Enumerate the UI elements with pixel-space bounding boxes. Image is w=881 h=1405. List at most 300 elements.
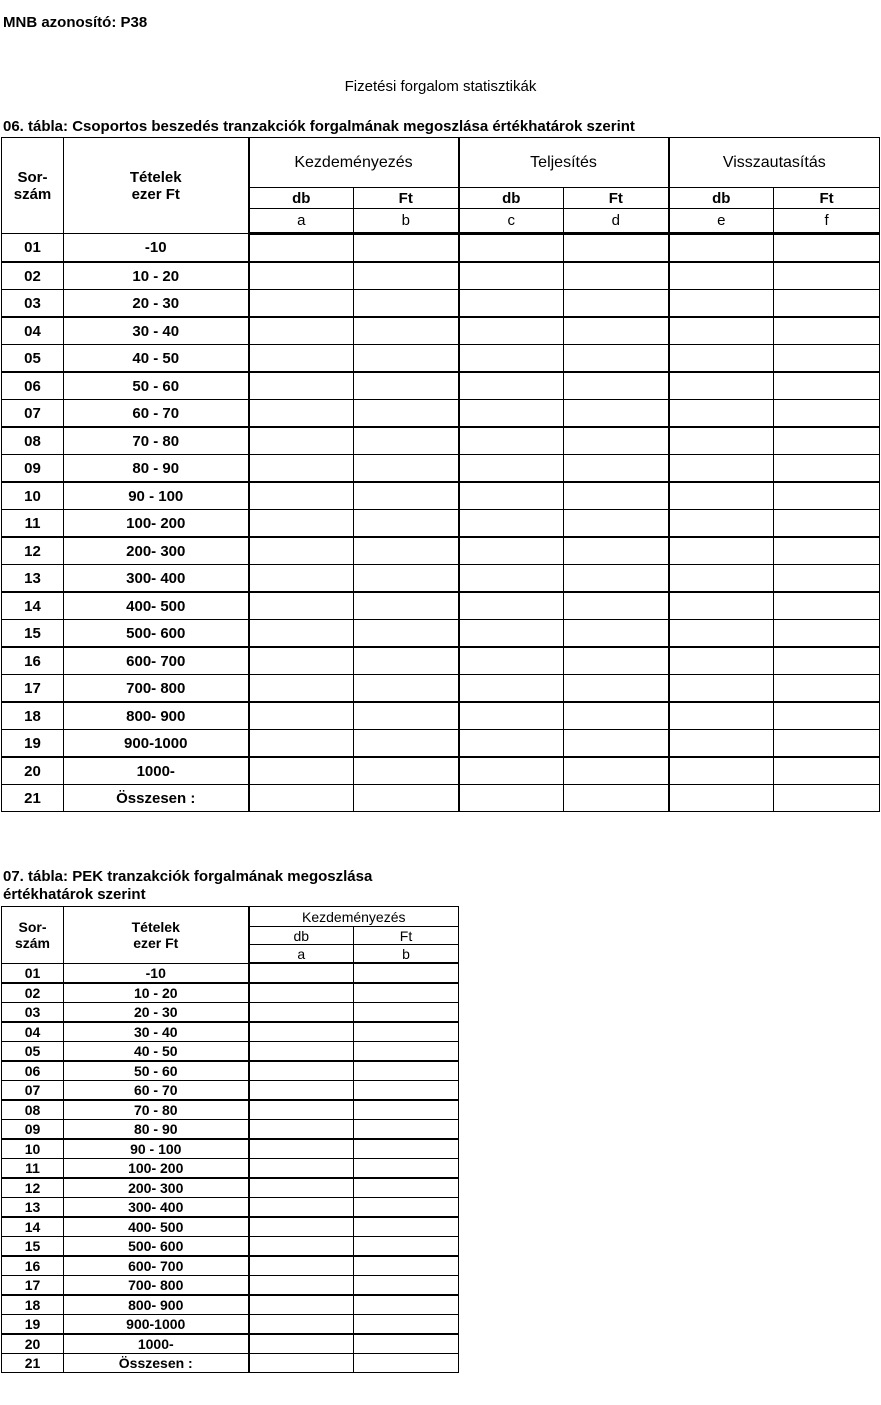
input-cell[interactable] xyxy=(564,427,669,455)
table-row xyxy=(2,1237,459,1257)
input-cell[interactable] xyxy=(459,400,564,428)
input-cell[interactable] xyxy=(354,1081,459,1101)
input-cell[interactable] xyxy=(249,1334,354,1354)
input-cell[interactable] xyxy=(354,510,459,538)
value-range: 800- 900 xyxy=(64,702,249,730)
input-cell[interactable] xyxy=(354,1334,459,1354)
value-range: 1000- xyxy=(64,757,249,785)
input-cell[interactable] xyxy=(459,565,564,593)
input-cell[interactable] xyxy=(354,1159,459,1179)
input-cell[interactable] xyxy=(249,510,354,538)
unit-header: db xyxy=(249,188,354,209)
table-row xyxy=(2,400,880,428)
table7 xyxy=(1,906,459,1373)
input-cell[interactable] xyxy=(459,234,564,263)
input-cell[interactable] xyxy=(564,345,669,373)
mnb-identifier: MNB azonosító: P38 xyxy=(3,14,148,31)
row-number: 15 xyxy=(2,1237,64,1257)
input-cell[interactable] xyxy=(669,647,774,675)
input-cell[interactable] xyxy=(354,592,459,620)
table-row xyxy=(2,565,880,593)
input-cell[interactable] xyxy=(249,234,354,263)
group-header: Teljesítés xyxy=(459,138,669,188)
column-letter: d xyxy=(564,209,669,234)
input-cell[interactable] xyxy=(669,455,774,483)
input-cell[interactable] xyxy=(249,1139,354,1159)
row-number: 05 xyxy=(2,345,64,373)
row-number: 20 xyxy=(2,757,64,785)
input-cell[interactable] xyxy=(354,234,459,263)
row-number: 17 xyxy=(2,675,64,703)
input-cell[interactable] xyxy=(354,400,459,428)
row-number: 06 xyxy=(2,372,64,400)
input-cell[interactable] xyxy=(249,1276,354,1296)
input-cell[interactable] xyxy=(354,1139,459,1159)
input-cell[interactable] xyxy=(354,1061,459,1081)
input-cell[interactable] xyxy=(249,262,354,290)
input-cell[interactable] xyxy=(249,1081,354,1101)
unit-header: Ft xyxy=(564,188,669,209)
input-cell[interactable] xyxy=(354,785,459,812)
input-cell[interactable] xyxy=(669,482,774,510)
input-cell[interactable] xyxy=(354,427,459,455)
col-header-sorszam: Sor- szám xyxy=(2,907,64,964)
input-cell[interactable] xyxy=(354,565,459,593)
input-cell[interactable] xyxy=(669,702,774,730)
value-range: -10 xyxy=(64,234,249,263)
table-row xyxy=(2,1256,459,1276)
row-number: 12 xyxy=(2,537,64,565)
input-cell[interactable] xyxy=(669,372,774,400)
input-cell[interactable] xyxy=(459,372,564,400)
row-number: 13 xyxy=(2,565,64,593)
row-number: 10 xyxy=(2,1139,64,1159)
value-range: 300- 400 xyxy=(64,1198,249,1218)
input-cell[interactable] xyxy=(774,510,880,538)
input-cell[interactable] xyxy=(249,1354,354,1373)
column-letter: f xyxy=(774,209,880,234)
input-cell[interactable] xyxy=(459,510,564,538)
input-cell[interactable] xyxy=(249,1120,354,1140)
header-row xyxy=(2,138,880,188)
input-cell[interactable] xyxy=(774,702,880,730)
row-number: 04 xyxy=(2,317,64,345)
row-number: 13 xyxy=(2,1198,64,1218)
table-row xyxy=(2,510,880,538)
input-cell[interactable] xyxy=(774,675,880,703)
input-cell[interactable] xyxy=(564,482,669,510)
value-range: 900-1000 xyxy=(64,1315,249,1335)
table-row xyxy=(2,537,880,565)
input-cell[interactable] xyxy=(249,730,354,758)
input-cell[interactable] xyxy=(459,427,564,455)
table-row xyxy=(2,1003,459,1023)
input-cell[interactable] xyxy=(249,1237,354,1257)
input-cell[interactable] xyxy=(459,702,564,730)
input-cell[interactable] xyxy=(249,427,354,455)
input-cell[interactable] xyxy=(249,785,354,812)
input-cell[interactable] xyxy=(354,702,459,730)
col-header-sorszam: Sor- szám xyxy=(2,138,64,234)
input-cell[interactable] xyxy=(669,290,774,318)
table-row xyxy=(2,290,880,318)
row-number: 16 xyxy=(2,647,64,675)
input-cell[interactable] xyxy=(249,1003,354,1023)
input-cell[interactable] xyxy=(249,317,354,345)
table-row xyxy=(2,1198,459,1218)
input-cell[interactable] xyxy=(249,1022,354,1042)
input-cell[interactable] xyxy=(669,757,774,785)
value-range: 200- 300 xyxy=(64,1178,249,1198)
input-cell[interactable] xyxy=(249,565,354,593)
input-cell[interactable] xyxy=(354,983,459,1003)
input-cell[interactable] xyxy=(774,372,880,400)
input-cell[interactable] xyxy=(354,1022,459,1042)
table-row xyxy=(2,1159,459,1179)
row-number: 07 xyxy=(2,400,64,428)
input-cell[interactable] xyxy=(249,1100,354,1120)
input-cell[interactable] xyxy=(564,647,669,675)
input-cell[interactable] xyxy=(774,592,880,620)
input-cell[interactable] xyxy=(564,785,669,812)
input-cell[interactable] xyxy=(459,482,564,510)
value-range: 400- 500 xyxy=(64,1217,249,1237)
table6-caption: 06. tábla: Csoportos beszedés tranzakciók forgalmának megoszlása értékhatárok szerint xyxy=(3,118,635,135)
unit-header: Ft xyxy=(354,188,459,209)
input-cell[interactable] xyxy=(459,592,564,620)
input-cell[interactable] xyxy=(459,317,564,345)
table-row xyxy=(2,1081,459,1101)
input-cell[interactable] xyxy=(249,1042,354,1062)
table-row xyxy=(2,372,880,400)
input-cell[interactable] xyxy=(459,730,564,758)
table-row xyxy=(2,1276,459,1296)
column-letter: a xyxy=(249,945,354,964)
row-number: 10 xyxy=(2,482,64,510)
table-row xyxy=(2,482,880,510)
input-cell[interactable] xyxy=(459,785,564,812)
input-cell[interactable] xyxy=(774,234,880,263)
row-number: 16 xyxy=(2,1256,64,1276)
value-range: Összesen : xyxy=(64,785,249,812)
table-row xyxy=(2,1354,459,1373)
input-cell[interactable] xyxy=(249,1295,354,1315)
value-range: 60 - 70 xyxy=(64,1081,249,1101)
input-cell[interactable] xyxy=(459,262,564,290)
input-cell[interactable] xyxy=(564,317,669,345)
input-cell[interactable] xyxy=(354,455,459,483)
row-number: 15 xyxy=(2,620,64,648)
input-cell[interactable] xyxy=(774,785,880,812)
column-letter: b xyxy=(354,945,459,964)
input-cell[interactable] xyxy=(249,592,354,620)
input-cell[interactable] xyxy=(354,620,459,648)
table7-caption: 07. tábla: PEK tranzakciók forgalmának megoszlása értékhatárok szerint xyxy=(3,868,373,903)
column-letter: a xyxy=(249,209,354,234)
table-row xyxy=(2,1042,459,1062)
input-cell[interactable] xyxy=(249,757,354,785)
input-cell[interactable] xyxy=(564,592,669,620)
input-cell[interactable] xyxy=(564,675,669,703)
table-row xyxy=(2,785,880,812)
input-cell[interactable] xyxy=(459,647,564,675)
input-cell[interactable] xyxy=(669,620,774,648)
input-cell[interactable] xyxy=(249,482,354,510)
page-title: Fizetési forgalom statisztikák xyxy=(344,78,537,95)
input-cell[interactable] xyxy=(774,455,880,483)
table-row xyxy=(2,757,880,785)
input-cell[interactable] xyxy=(564,510,669,538)
table-row xyxy=(2,675,880,703)
input-cell[interactable] xyxy=(669,345,774,373)
unit-header: Ft xyxy=(774,188,880,209)
value-range: 1000- xyxy=(64,1334,249,1354)
input-cell[interactable] xyxy=(669,537,774,565)
input-cell[interactable] xyxy=(774,482,880,510)
row-number: 14 xyxy=(2,592,64,620)
value-range: 30 - 40 xyxy=(64,317,249,345)
table-row xyxy=(2,455,880,483)
table-row xyxy=(2,647,880,675)
value-range: 500- 600 xyxy=(64,620,249,648)
input-cell[interactable] xyxy=(354,647,459,675)
input-cell[interactable] xyxy=(774,565,880,593)
row-number: 02 xyxy=(2,262,64,290)
table-row xyxy=(2,620,880,648)
input-cell[interactable] xyxy=(249,455,354,483)
value-range: 600- 700 xyxy=(64,647,249,675)
value-range: 50 - 60 xyxy=(64,1061,249,1081)
input-cell[interactable] xyxy=(774,317,880,345)
input-cell[interactable] xyxy=(249,963,354,983)
input-cell[interactable] xyxy=(564,400,669,428)
input-cell[interactable] xyxy=(564,757,669,785)
table-row xyxy=(2,1061,459,1081)
input-cell[interactable] xyxy=(564,455,669,483)
table-row xyxy=(2,1217,459,1237)
input-cell[interactable] xyxy=(774,290,880,318)
input-cell[interactable] xyxy=(774,345,880,373)
row-number: 03 xyxy=(2,290,64,318)
row-number: 07 xyxy=(2,1081,64,1101)
value-range: 500- 600 xyxy=(64,1237,249,1257)
input-cell[interactable] xyxy=(459,345,564,373)
value-range: 80 - 90 xyxy=(64,455,249,483)
input-cell[interactable] xyxy=(249,537,354,565)
table-row xyxy=(2,262,880,290)
input-cell[interactable] xyxy=(354,730,459,758)
input-cell[interactable] xyxy=(564,234,669,263)
row-number: 14 xyxy=(2,1217,64,1237)
group-header: Visszautasítás xyxy=(669,138,880,188)
row-number: 18 xyxy=(2,702,64,730)
input-cell[interactable] xyxy=(249,1178,354,1198)
input-cell[interactable] xyxy=(774,262,880,290)
input-cell[interactable] xyxy=(354,345,459,373)
value-range: 10 - 20 xyxy=(64,983,249,1003)
row-number: 12 xyxy=(2,1178,64,1198)
value-range: 80 - 90 xyxy=(64,1120,249,1140)
input-cell[interactable] xyxy=(249,1256,354,1276)
input-cell[interactable] xyxy=(249,372,354,400)
input-cell[interactable] xyxy=(354,675,459,703)
value-range: 20 - 30 xyxy=(64,290,249,318)
input-cell[interactable] xyxy=(669,262,774,290)
input-cell[interactable] xyxy=(669,785,774,812)
input-cell[interactable] xyxy=(774,757,880,785)
input-cell[interactable] xyxy=(564,262,669,290)
input-cell[interactable] xyxy=(249,345,354,373)
value-range: 60 - 70 xyxy=(64,400,249,428)
input-cell[interactable] xyxy=(249,983,354,1003)
input-cell[interactable] xyxy=(459,675,564,703)
input-cell[interactable] xyxy=(564,372,669,400)
value-range: Összesen : xyxy=(64,1354,249,1373)
input-cell[interactable] xyxy=(354,1276,459,1296)
input-cell[interactable] xyxy=(669,234,774,263)
value-range: 200- 300 xyxy=(64,537,249,565)
row-number: 18 xyxy=(2,1295,64,1315)
row-number: 11 xyxy=(2,1159,64,1179)
input-cell[interactable] xyxy=(774,730,880,758)
row-number: 08 xyxy=(2,1100,64,1120)
table-row xyxy=(2,234,880,263)
input-cell[interactable] xyxy=(354,1042,459,1062)
unit-header: db xyxy=(669,188,774,209)
input-cell[interactable] xyxy=(564,537,669,565)
value-range: 900-1000 xyxy=(64,730,249,758)
input-cell[interactable] xyxy=(354,1354,459,1373)
group-header: Kezdeményezés xyxy=(249,138,459,188)
table-row xyxy=(2,702,880,730)
value-range: 90 - 100 xyxy=(64,482,249,510)
table6 xyxy=(1,137,880,812)
col-header-tetelek: Tételek ezer Ft xyxy=(64,138,249,234)
input-cell[interactable] xyxy=(249,1198,354,1218)
input-cell[interactable] xyxy=(354,262,459,290)
value-range: -10 xyxy=(64,963,249,983)
input-cell[interactable] xyxy=(354,482,459,510)
column-letter: e xyxy=(669,209,774,234)
table-row xyxy=(2,730,880,758)
input-cell[interactable] xyxy=(354,1003,459,1023)
input-cell[interactable] xyxy=(354,1217,459,1237)
input-cell[interactable] xyxy=(774,647,880,675)
input-cell[interactable] xyxy=(354,1237,459,1257)
input-cell[interactable] xyxy=(774,400,880,428)
input-cell[interactable] xyxy=(249,1159,354,1179)
input-cell[interactable] xyxy=(354,372,459,400)
group-header: Kezdeményezés xyxy=(249,907,459,927)
row-number: 19 xyxy=(2,1315,64,1335)
input-cell[interactable] xyxy=(354,1120,459,1140)
column-letter: c xyxy=(459,209,564,234)
value-range: 10 - 20 xyxy=(64,262,249,290)
input-cell[interactable] xyxy=(354,290,459,318)
input-cell[interactable] xyxy=(249,647,354,675)
input-cell[interactable] xyxy=(774,620,880,648)
input-cell[interactable] xyxy=(249,400,354,428)
input-cell[interactable] xyxy=(354,963,459,983)
input-cell[interactable] xyxy=(774,537,880,565)
input-cell[interactable] xyxy=(564,565,669,593)
input-cell[interactable] xyxy=(459,537,564,565)
input-cell[interactable] xyxy=(669,317,774,345)
row-number: 21 xyxy=(2,1354,64,1373)
input-cell[interactable] xyxy=(249,675,354,703)
table-row xyxy=(2,983,459,1003)
input-cell[interactable] xyxy=(459,455,564,483)
input-cell[interactable] xyxy=(354,1198,459,1218)
input-cell[interactable] xyxy=(459,290,564,318)
input-cell[interactable] xyxy=(564,730,669,758)
input-cell[interactable] xyxy=(669,565,774,593)
input-cell[interactable] xyxy=(669,730,774,758)
value-range: 700- 800 xyxy=(64,1276,249,1296)
row-number: 01 xyxy=(2,234,64,263)
input-cell[interactable] xyxy=(669,427,774,455)
input-cell[interactable] xyxy=(564,620,669,648)
row-number: 09 xyxy=(2,455,64,483)
value-range: 70 - 80 xyxy=(64,1100,249,1120)
row-number: 20 xyxy=(2,1334,64,1354)
row-number: 21 xyxy=(2,785,64,812)
unit-header: db xyxy=(459,188,564,209)
input-cell[interactable] xyxy=(354,757,459,785)
row-number: 03 xyxy=(2,1003,64,1023)
table-row xyxy=(2,1139,459,1159)
input-cell[interactable] xyxy=(249,1061,354,1081)
row-number: 11 xyxy=(2,510,64,538)
input-cell[interactable] xyxy=(774,427,880,455)
input-cell[interactable] xyxy=(354,317,459,345)
input-cell[interactable] xyxy=(564,290,669,318)
input-cell[interactable] xyxy=(249,290,354,318)
input-cell[interactable] xyxy=(669,400,774,428)
table-row xyxy=(2,427,880,455)
input-cell[interactable] xyxy=(354,1100,459,1120)
input-cell[interactable] xyxy=(669,592,774,620)
input-cell[interactable] xyxy=(459,757,564,785)
input-cell[interactable] xyxy=(459,620,564,648)
input-cell[interactable] xyxy=(669,675,774,703)
row-number: 06 xyxy=(2,1061,64,1081)
row-number: 01 xyxy=(2,963,64,983)
table-row xyxy=(2,592,880,620)
input-cell[interactable] xyxy=(249,702,354,730)
input-cell[interactable] xyxy=(354,1256,459,1276)
table-row xyxy=(2,1178,459,1198)
table-row xyxy=(2,1120,459,1140)
value-range: 70 - 80 xyxy=(64,427,249,455)
input-cell[interactable] xyxy=(354,537,459,565)
input-cell[interactable] xyxy=(354,1315,459,1335)
table-row xyxy=(2,1100,459,1120)
input-cell[interactable] xyxy=(249,620,354,648)
value-range: 90 - 100 xyxy=(64,1139,249,1159)
input-cell[interactable] xyxy=(354,1295,459,1315)
input-cell[interactable] xyxy=(249,1217,354,1237)
table-row xyxy=(2,1315,459,1335)
table-row xyxy=(2,1334,459,1354)
input-cell[interactable] xyxy=(669,510,774,538)
input-cell[interactable] xyxy=(564,702,669,730)
input-cell[interactable] xyxy=(249,1315,354,1335)
value-range: 600- 700 xyxy=(64,1256,249,1276)
col-header-tetelek: Tételek ezer Ft xyxy=(64,907,249,964)
input-cell[interactable] xyxy=(354,1178,459,1198)
table-row xyxy=(2,963,459,983)
